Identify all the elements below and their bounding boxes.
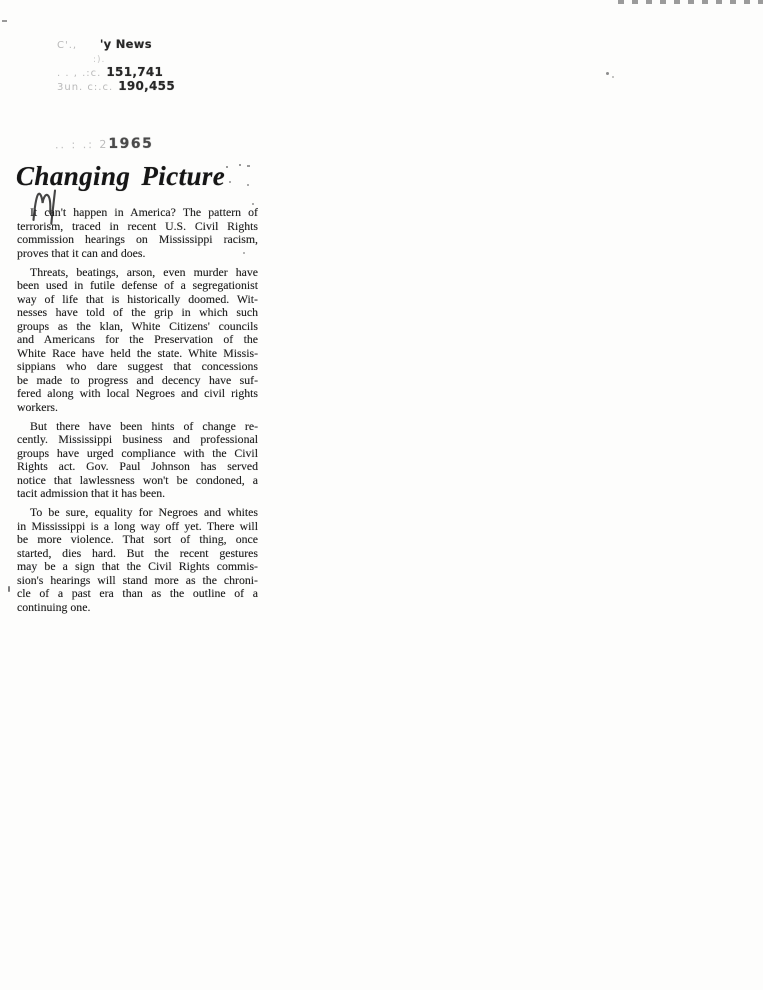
body-line: commission hearings on Mississippi racism, — [17, 233, 258, 246]
body-line: groups have urged compliance with the Civil — [17, 446, 258, 460]
faded-stamp-text: .. : .: 2 — [54, 137, 109, 152]
scan-speck — [226, 166, 228, 168]
body-line: workers. — [17, 400, 58, 414]
body-line: started, dies hard. But the recent gestures — [17, 546, 258, 560]
date-stamp — [55, 133, 153, 153]
circulation-figure: 151,741 — [106, 65, 164, 79]
body-line: It can't happen in America? The pattern of — [30, 206, 258, 219]
body-line: and Americans for the Preservation of the — [17, 333, 258, 346]
date-stamp-year: 1965 — [108, 135, 154, 152]
body-line: nesses have told of the grip in which such — [17, 306, 258, 319]
body-line: cle of a past era than as the outline of a — [17, 587, 258, 600]
circulation-line-2 — [57, 78, 175, 92]
body-line: be more violence. That sort of thing, once — [17, 533, 258, 546]
scan-speck — [247, 184, 249, 186]
publication-name-line — [57, 36, 175, 50]
body-line: terrorism, traced in recent U.S. Civil Rights — [17, 219, 258, 233]
scan-speck — [229, 181, 231, 183]
body-line: be made to progress and decency have suf- — [17, 373, 258, 387]
faded-stamp-line — [57, 50, 175, 64]
body-line: Rights act. Gov. Paul Johnson has served — [17, 460, 258, 473]
body-line: cently. Mississippi business and professional — [17, 433, 258, 446]
body-line: notice that lawlessness won't be condoned, a — [17, 473, 258, 487]
body-line: been used in futile defense of a segregationist — [17, 279, 258, 292]
body-line: Threats, beatings, arson, even murder have — [30, 265, 258, 279]
body-line: White Race have held the state. White Missis- — [17, 346, 258, 360]
faded-stamp-text: . . , .:c. — [57, 68, 102, 79]
body-line: may be a sign that the Civil Rights commis- — [17, 560, 258, 573]
scan-edge-dashed-line — [618, 0, 763, 4]
body-line: in Mississippi is a long way off yet. There will — [17, 519, 258, 533]
body-line: continuing one. — [17, 600, 91, 614]
scan-speck — [606, 72, 609, 75]
body-line: sippians who dare suggest that concessions — [17, 360, 258, 373]
article-headline: Changing Picture — [16, 161, 226, 191]
scan-speck — [252, 203, 254, 205]
paragraph — [17, 266, 258, 415]
scan-speck — [247, 165, 250, 167]
body-line: tacit admission that it has been. — [17, 487, 166, 500]
body-line: groups as the klan, White Citizens' councils — [17, 319, 258, 333]
publication-stamp — [57, 36, 175, 92]
paragraph — [17, 506, 258, 614]
faded-stamp-text: 3un. c:.c. — [57, 82, 114, 93]
faded-stamp-text: :). — [93, 55, 106, 65]
body-line: To be sure, equality for Negroes and whites — [30, 506, 258, 519]
circulation-figure: 190,455 — [118, 79, 175, 93]
body-line: fered along with local Negroes and civil rights — [17, 387, 258, 400]
scan-speck — [8, 586, 10, 592]
scan-speck — [612, 76, 614, 78]
body-line: way of life that is historically doomed. Wit- — [17, 292, 258, 306]
body-line: But there have been hints of change re- — [30, 419, 258, 433]
body-line: sion's hearings will stand more as the chroni- — [17, 573, 258, 587]
scan-speck — [2, 20, 7, 22]
scan-speck — [239, 164, 241, 166]
publication-name: 'y News — [99, 37, 152, 51]
paragraph — [17, 420, 258, 501]
body-line: proves that it can and does. — [17, 246, 146, 260]
faded-stamp-text: C'., — [57, 40, 78, 51]
paragraph — [17, 206, 258, 260]
article-body — [17, 206, 258, 614]
